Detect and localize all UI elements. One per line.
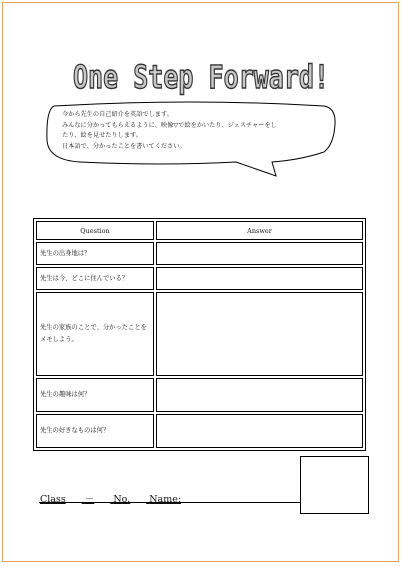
instruction-line: みんなに分かってもらえるように、映像▽で絵をかいたり、ジェスチャーをし bbox=[62, 121, 277, 129]
answer-cell[interactable] bbox=[156, 292, 363, 376]
table-row bbox=[36, 242, 363, 265]
answer-cell[interactable] bbox=[156, 267, 363, 290]
question-cell: 先生の好きなものは何？ bbox=[36, 414, 154, 448]
page-title bbox=[70, 52, 332, 98]
name-label: Name: bbox=[149, 494, 182, 505]
name-underline bbox=[39, 502, 301, 503]
table-row bbox=[36, 378, 363, 412]
answer-cell[interactable] bbox=[156, 242, 363, 265]
instruction-line: 今から先生の自己紹介を英語でします。 bbox=[62, 111, 173, 118]
dash-separator: － bbox=[84, 494, 95, 505]
table-row bbox=[36, 267, 363, 290]
class-label: Class bbox=[40, 494, 66, 505]
question-cell: 先生は今、どこに住んでいる？ bbox=[36, 267, 154, 290]
question-header: Question bbox=[36, 221, 154, 240]
question-cell: 先生の家族のことで、分かったことをメモしよう。 bbox=[36, 292, 154, 376]
question-answer-table bbox=[33, 218, 366, 451]
instructions-text bbox=[62, 110, 322, 152]
table-row bbox=[36, 414, 363, 448]
question-cell: 先生の出身地は？ bbox=[36, 242, 154, 265]
title-text: One Step Forward! bbox=[73, 58, 329, 96]
answer-header: Answer bbox=[156, 221, 363, 240]
number-label: No. bbox=[113, 494, 131, 505]
table-row bbox=[36, 292, 363, 376]
photo-box bbox=[300, 456, 369, 514]
table-header-row bbox=[36, 221, 363, 240]
answer-cell[interactable] bbox=[156, 414, 363, 448]
question-cell: 先生の趣味は何？ bbox=[36, 378, 154, 412]
instruction-line: たり、絵を見せたりします。 bbox=[62, 132, 142, 140]
instruction-line: 日本語で、分かったことを書いてください。 bbox=[62, 142, 186, 150]
answer-cell[interactable] bbox=[156, 378, 363, 412]
